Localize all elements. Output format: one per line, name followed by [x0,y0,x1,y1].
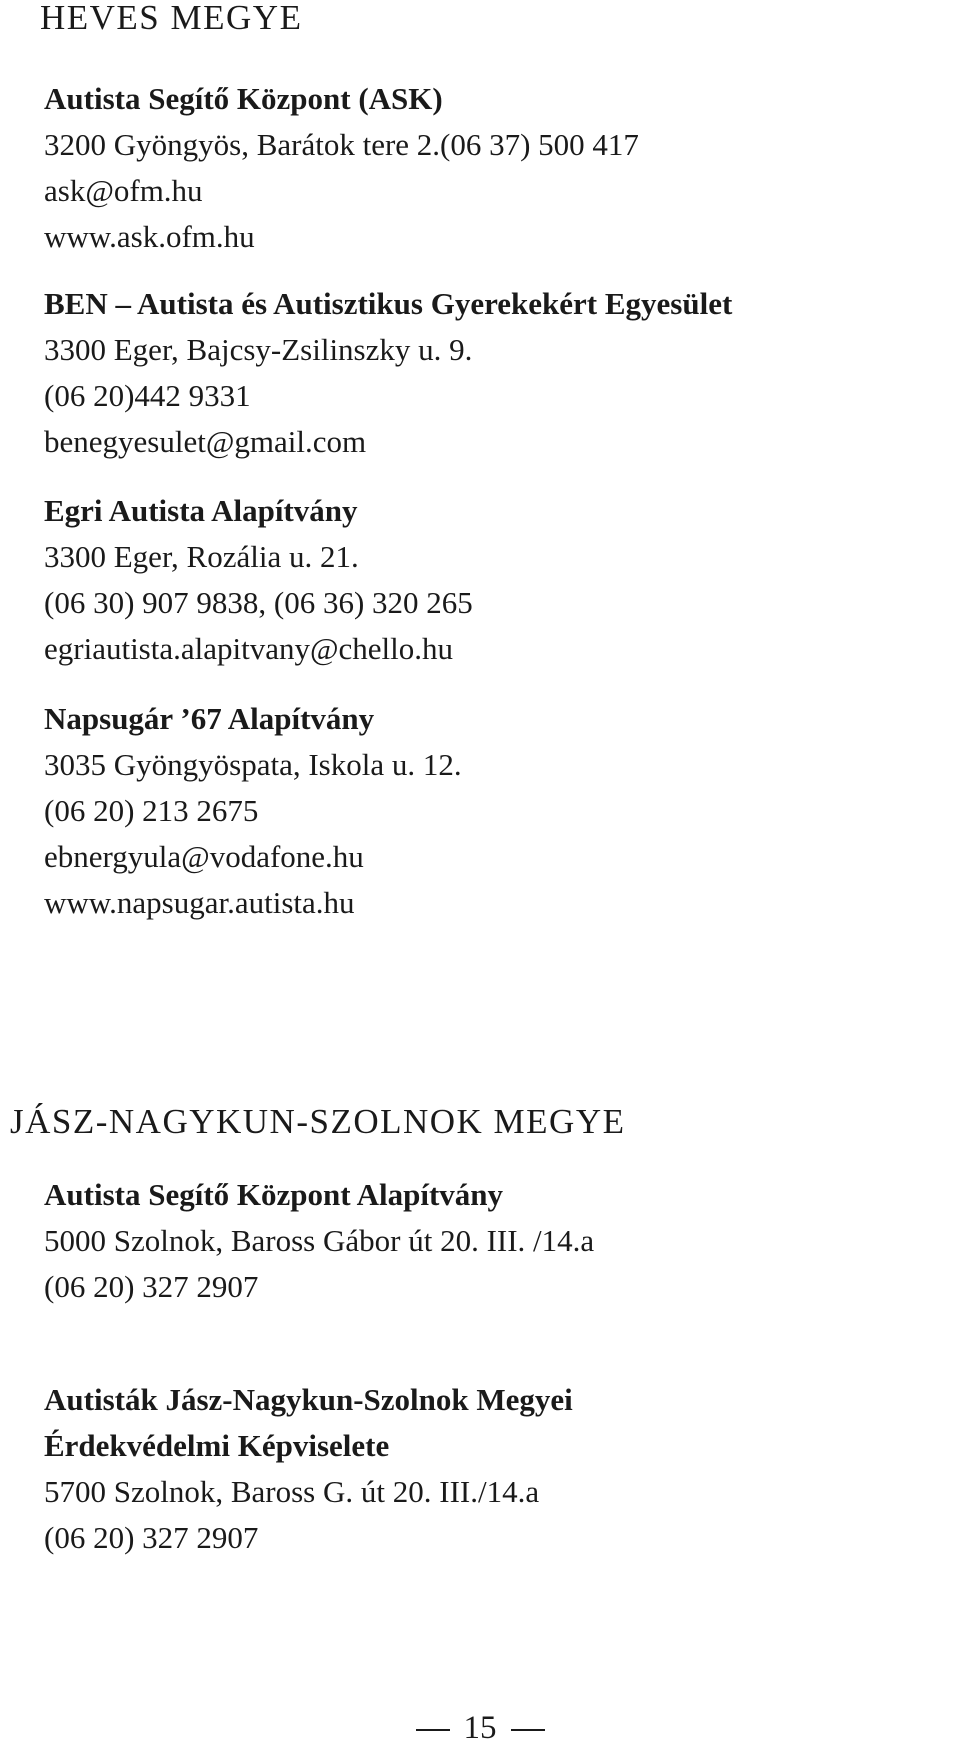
org-address: 3300 Eger, Rozália u. 21. [44,539,359,574]
dash-right [511,1729,545,1731]
org-entry-ask-alapitvany [44,1172,594,1310]
org-name-continued: Érdekvédelmi Képviselete [44,1428,390,1463]
org-name: BEN – Autista és Autisztikus Gyerekekért Egyesület [44,286,733,321]
org-entry-ben [44,281,732,465]
org-name: Egri Autista Alapítvány [44,493,358,528]
org-entry-napsugar [44,696,462,926]
org-address-phone: 3200 Gyöngyös, Barátok tere 2.(06 37) 500 417 [44,127,639,162]
org-address: 3300 Eger, Bajcsy-Zsilinszky u. 9. [44,332,473,367]
org-address: 3035 Gyöngyöspata, Iskola u. 12. [44,747,462,782]
page-number [0,1712,960,1745]
org-address: 5000 Szolnok, Baross Gábor út 20. III. /14.a [44,1223,595,1258]
org-phone: (06 20) 327 2907 [44,1520,259,1555]
org-email: benegyesulet@gmail.com [44,424,367,459]
org-entry-ask [44,76,639,260]
org-email: ask@ofm.hu [44,173,203,208]
org-phone: (06 20)442 9331 [44,378,251,413]
org-name: Autista Segítő Központ (ASK) [44,81,443,116]
org-name: Autista Segítő Központ Alapítvány [44,1177,504,1212]
page-number-value: 15 [463,1710,497,1746]
org-address: 5700 Szolnok, Baross G. út 20. III./14.a [44,1474,540,1509]
org-website: www.ask.ofm.hu [44,219,255,254]
org-phone: (06 20) 213 2675 [44,793,259,828]
org-email: egriautista.alapitvany@chello.hu [44,631,454,666]
county-heading-heves: HEVES MEGYE [40,0,303,37]
org-name: Autisták Jász-Nagykun-Szolnok Megyei [44,1382,573,1417]
org-entry-autistak-erdekvedelmi [44,1377,573,1561]
org-phone: (06 30) 907 9838, (06 36) 320 265 [44,585,473,620]
dash-left [416,1729,450,1731]
org-entry-egri [44,488,473,672]
county-heading-jasz-nagykun-szolnok: JÁSZ-NAGYKUN-SZOLNOK MEGYE [10,1102,626,1141]
org-website: www.napsugar.autista.hu [44,885,355,920]
org-phone: (06 20) 327 2907 [44,1269,259,1304]
org-name: Napsugár ’67 Alapítvány [44,701,375,736]
org-email: ebnergyula@vodafone.hu [44,839,364,874]
